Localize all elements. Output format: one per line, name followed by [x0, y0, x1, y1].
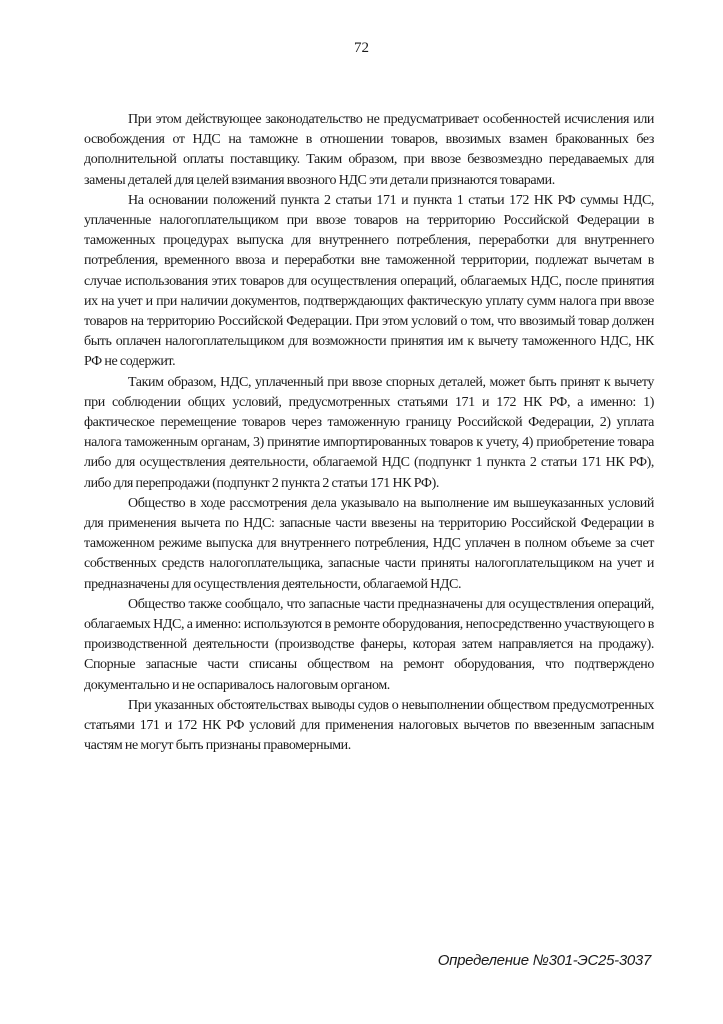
paragraph-3: Таким образом, НДС, уплаченный при ввозе спорных деталей, может быть принят к вычету при соблюдении общих условий, предусмотренных статьями 171 и 172 НК РФ, а именно: 1) фактическое перемещение товаров через таможенную границу Российской Федерации, 2) уплата налога таможенным органам, 3) принятие импортированных товаров к учету, 4) приобретение товара либо для осуществления деятельности, облагаемой НДС (подпункт 1 пункта 2 статьи 171 НК РФ), либо для перепродажи (подпункт 2 пункта 2 статьи 171 НК РФ). — [84, 374, 654, 491]
paragraph-4: Общество в ходе рассмотрения дела указывало на выполнение им вышеуказанных условий для применения вычета по НДС: запасные части ввезены на территорию Российской Федерации в таможенном режиме выпуска для внутреннего потребления, НДС уплачен в полном объеме за счет собственных средств налогоплательщика, запасные части приняты налогоплательщиком на учет и предназначены для осуществления деятельности, облагаемой НДС. — [84, 495, 654, 592]
paragraph-1: При этом действующее законодательство не предусматривает особенностей исчисления или освобождения от НДС на таможне в отношении товаров, ввозимых взамен бракованных без дополнительной оплаты поставщику. Таким образом, при ввозе безвозмездно передаваемых для замены деталей для целей взимания ввозного НДС эти детали признаются товарами. — [84, 112, 654, 188]
page-number: 72 — [354, 40, 369, 56]
document-body — [84, 110, 654, 757]
paragraph-6: При указанных обстоятельствах выводы судов о невыполнении обществом предусмотренных статьями 171 и 172 НК РФ условий для применения налоговых вычетов по ввезенным запасным частям не могут быть признаны правомерными. — [84, 697, 654, 754]
document-reference: Определение №301-ЭС25-3037 — [437, 952, 651, 969]
paragraph-5: Общество также сообщало, что запасные части предназначены для осуществления операций, облагаемых НДС, а именно: используются в ремонте оборудования, непосредственно участвующего в производственной деятельности (производстве фанеры, которая затем направляется на продажу). Спорные запасные части списаны обществом на ремонт оборудования, что подтверждено документально и не оспаривалось налоговым органом. — [84, 596, 654, 693]
paragraph-2: На основании положений пункта 2 статьи 171 и пункта 1 статьи 172 НК РФ суммы НДС, уплаченные налогоплательщиком при ввозе товаров на территорию Российской Федерации в таможенных процедурах выпуска для внутреннего потребления, переработки для внутреннего потребления, временного ввоза и переработки вне таможенной территории, подлежат вычетам в случае использования этих товаров для осуществления операций, облагаемых НДС, после принятия их на учет и при наличии документов, подтверждающих фактическую уплату сумм налога при ввозе товаров на территорию Российской Федерации. При этом условий о том, что ввозимый товар должен быть оплачен налогоплательщиком для возможности принятия им к вычету таможенного НДС, НК РФ не содержит. — [84, 192, 654, 370]
